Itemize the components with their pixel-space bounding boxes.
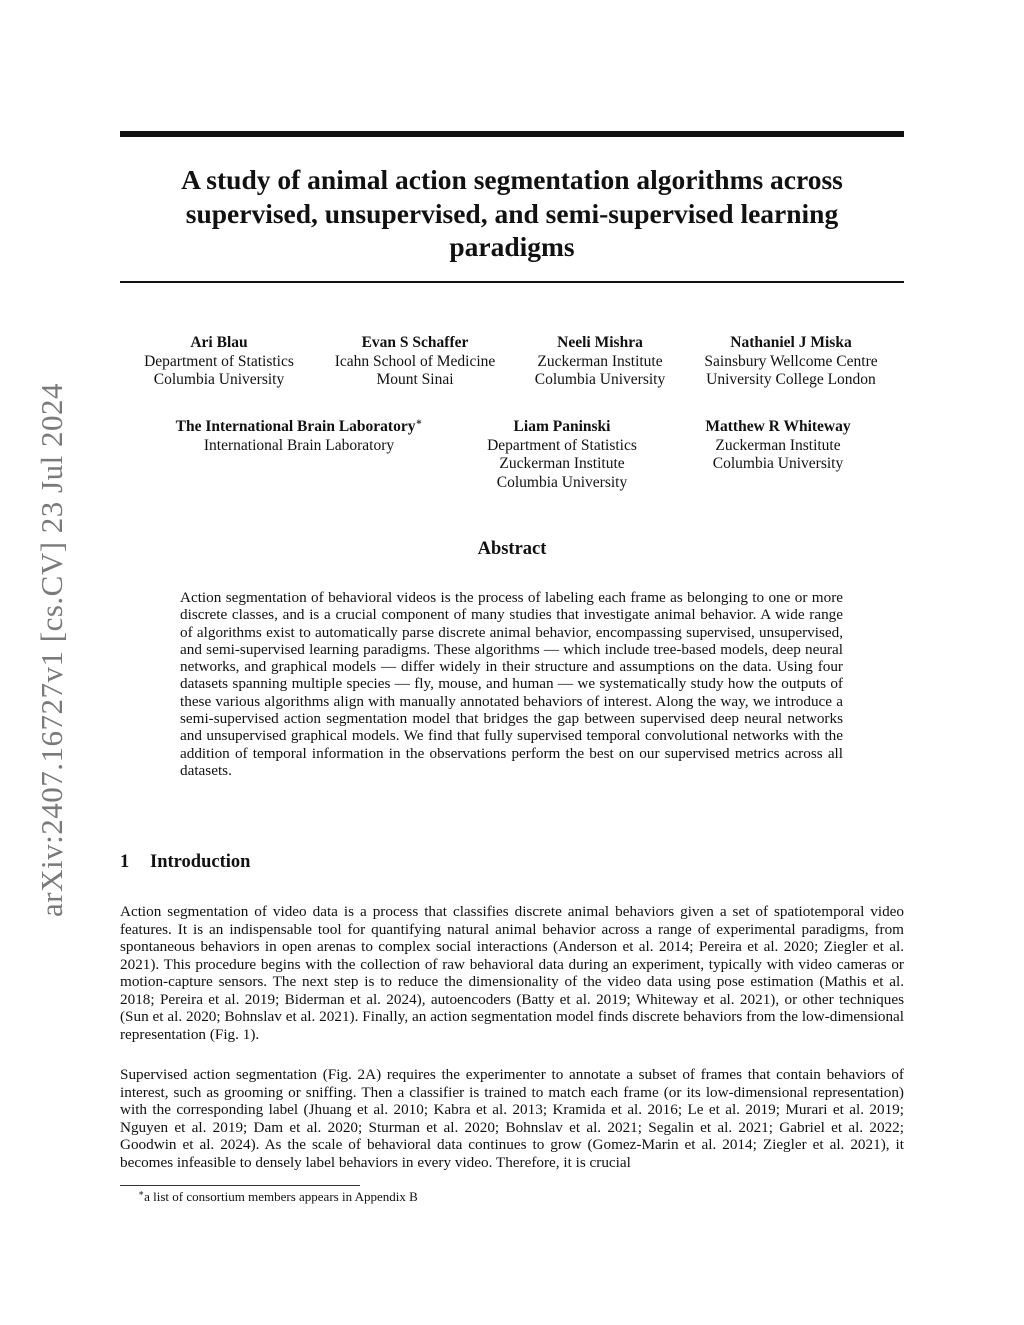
- footnote: [138, 1189, 418, 1205]
- section-number: 1: [120, 852, 130, 872]
- author-block: [535, 334, 665, 390]
- author-name: Matthew R Whiteway: [705, 418, 851, 435]
- author-name: Neeli Mishra: [557, 334, 643, 351]
- author-affiliation: Zuckerman Institute: [537, 352, 663, 370]
- footnote-text: a list of consortium members appears in Appendix B: [144, 1189, 418, 1204]
- author-name: Liam Paninski: [513, 418, 611, 435]
- author-affiliation: University College London: [706, 371, 876, 388]
- author-affiliation: Sainsbury Wellcome Centre: [704, 352, 878, 370]
- body-paragraph: Action segmentation of video data is a process that classifies discrete animal behaviors given a set of spatiotemporal video features. It is an indispensable tool for quantifying natural animal behavior across a range of experimental paradigms, from spontaneous behaviors in open arenas to complex social interactions (Anderson et al. 2014; Pereira et al. 2020; Ziegler et al. 2021). This procedure begins with the collection of raw behavioral data during an experiment, typically with video cameras or motion-capture sensors. The next step is to reduce the dimensionality of the video data using pose estimation (Mathis et al. 2018; Pereira et al. 2019; Biderman et al. 2024), autoencoders (Batty et al. 2019; Whiteway et al. 2021), or other techniques (Sun et al. 2020; Bohnslav et al. 2021). Finally, an action segmentation model finds discrete behaviors from the low-dimensional representation (Fig. 1).: [120, 903, 904, 1043]
- section-heading: [120, 852, 250, 873]
- footnote-marker: ∗: [415, 417, 423, 428]
- author-block: [705, 418, 850, 474]
- author-affiliation: Columbia University: [534, 371, 666, 388]
- paper-title: A study of animal action segmentation algorithms across supervised, unsupervised, and semi-supervised learning paradigms: [181, 164, 843, 262]
- author-block: [335, 334, 496, 390]
- author-name: Ari Blau: [190, 334, 248, 351]
- title-bottom-rule: [120, 281, 904, 283]
- abstract-text: Action segmentation of behavioral videos is the process of labeling each frame as belonging to one or more discrete classes, and is a crucial component of many studies that investigate animal behavior. A wide range of algorithms exist to automatically parse discrete animal behavior, encompassing supervised, unsupervised, and semi-supervised learning paradigms. These algorithms — which include tree-based models, deep neural networks, and graphical models — differ widely in their structure and assumptions on the data. Using four datasets spanning multiple species — fly, mouse, and human — we systematically study how the outputs of these various algorithms align with manually annotated behaviors of interest. Along the way, we introduce a semi-supervised action segmentation model that bridges the gap between supervised deep neural networks and unsupervised graphical models. We find that fully supervised temporal convolutional networks with the addition of temporal information in the observations perform the best on our supervised metrics across all datasets.: [180, 589, 843, 779]
- author-affiliation: Columbia University: [496, 473, 628, 491]
- author-affiliation: Columbia University: [712, 455, 844, 472]
- author-block: [176, 418, 423, 455]
- author-affiliation: International Brain Laboratory: [203, 436, 395, 454]
- author-affiliation: Icahn School of Medicine: [334, 352, 496, 370]
- author-name: The International Brain Laboratory∗: [175, 417, 423, 435]
- author-name: Evan S Schaffer: [361, 334, 469, 351]
- title-top-rule: [120, 131, 904, 137]
- author-affiliation: Columbia University: [153, 371, 285, 388]
- footnote-marker: ∗: [138, 1188, 145, 1198]
- author-affiliation: Mount Sinai: [376, 371, 454, 388]
- author-block: [487, 418, 637, 492]
- body-paragraph: Supervised action segmentation (Fig. 2A) requires the experimenter to annotate a subset of frames that contain behaviors of interest, such as grooming or sniffing. Then a classifier is trained to match each frame (or its low-dimensional representation) with the corresponding label (Jhuang et al. 2010; Kabra et al. 2013; Kramida et al. 2016; Le et al. 2019; Murari et al. 2019; Nguyen et al. 2019; Dam et al. 2020; Sturman et al. 2020; Bohnslav et al. 2021; Segalin et al. 2021; Gabriel et al. 2022; Goodwin et al. 2024). As the scale of behavioral data continues to grow (Gomez-Marin et al. 2014; Ziegler et al. 2021), it becomes infeasible to densely label behaviors in every video. Therefore, it is crucial: [120, 1066, 904, 1171]
- footnote-rule: [120, 1185, 360, 1186]
- abstract-heading: Abstract: [477, 539, 547, 559]
- arxiv-identifier-stamp: arXiv:2407.16727v1 [cs.CV] 23 Jul 2024: [34, 383, 69, 917]
- author-affiliation: Zuckerman Institute: [499, 455, 625, 472]
- author-affiliation: Department of Statistics: [144, 352, 294, 370]
- author-affiliation: Department of Statistics: [487, 436, 637, 454]
- author-name: Nathaniel J Miska: [730, 334, 852, 351]
- author-block: [704, 334, 877, 390]
- author-affiliation: Zuckerman Institute: [715, 436, 841, 454]
- author-block: [144, 334, 294, 390]
- section-title: Introduction: [150, 852, 251, 872]
